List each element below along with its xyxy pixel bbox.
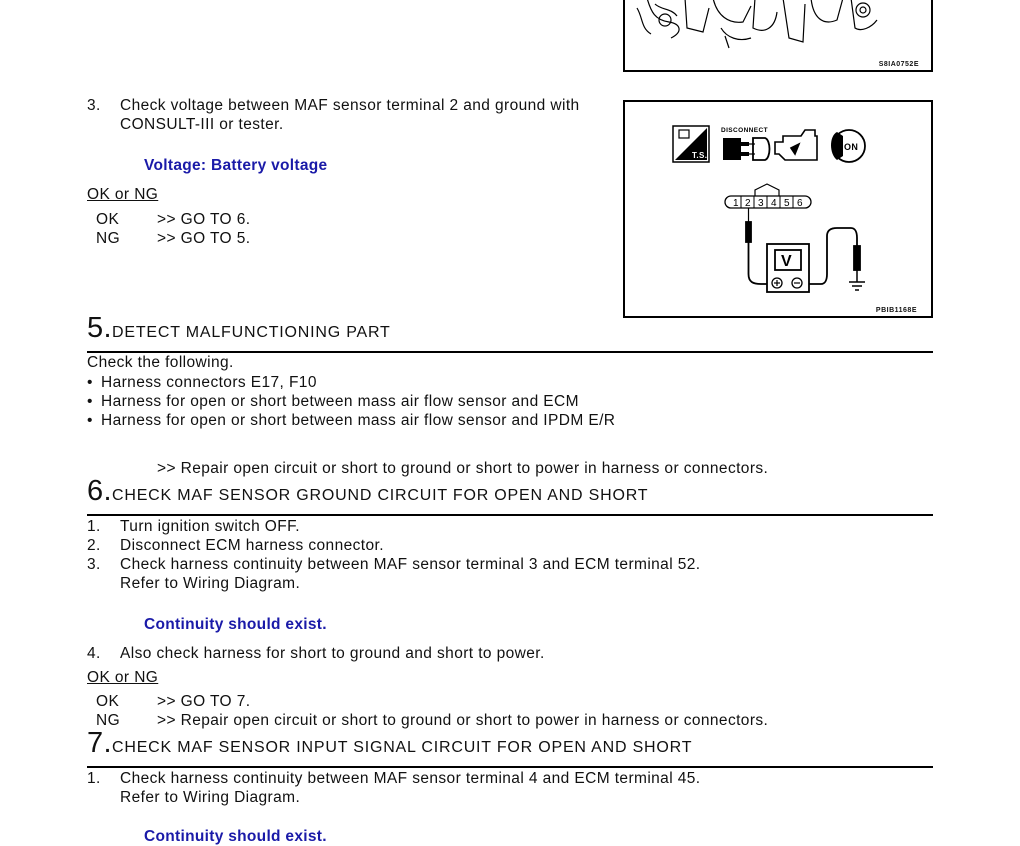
figure-code: PBIB1168E <box>875 307 917 314</box>
step-instruction: Disconnect ECM harness connector. <box>120 537 384 554</box>
step-instruction: Check harness continuity between MAF sensor terminal 4 and ECM terminal 45. <box>120 770 701 787</box>
disconnect-label: DISCONNECT <box>721 127 768 134</box>
step-divider <box>87 514 933 516</box>
step-instruction: CONSULT-III or tester. <box>120 116 284 133</box>
ignition-on-icon <box>831 130 865 162</box>
terminal-label: 5 <box>784 198 790 209</box>
terminal-label: 4 <box>771 198 777 209</box>
terminal-label: 6 <box>797 198 803 209</box>
list-number: 1. <box>87 770 101 787</box>
ok-result: >> GO TO 6. <box>157 211 251 228</box>
on-label: ON <box>844 142 859 152</box>
ng-key: NG <box>96 712 121 729</box>
terminal-label: 2 <box>745 198 751 209</box>
terminal-label: 3 <box>758 198 764 209</box>
step-divider <box>87 766 933 768</box>
list-number: 4. <box>87 645 101 662</box>
list-item-text: Harness for open or short between mass air flow sensor and ECM <box>101 393 579 410</box>
step-divider <box>87 351 933 353</box>
step-instruction: Refer to Wiring Diagram. <box>120 575 301 592</box>
bullet: • <box>87 393 93 410</box>
ng-result: >> Repair open circuit or short to ground or short to power in harness or connectors. <box>157 712 769 729</box>
list-item <box>87 374 317 392</box>
ts-label: T.S. <box>692 151 708 160</box>
meter-label: V <box>781 253 793 270</box>
ok-key: OK <box>96 693 120 710</box>
ok-key: OK <box>96 211 120 228</box>
step-heading <box>87 312 391 345</box>
step-result: >> Repair open circuit or short to ground or short to power in harness or connectors. <box>157 460 769 477</box>
ok-ng-label: OK or NG <box>87 186 159 203</box>
specification: Continuity should exist. <box>144 828 327 845</box>
step-instruction: Refer to Wiring Diagram. <box>120 789 301 806</box>
step-number: 6. <box>87 475 112 507</box>
list-number: 2. <box>87 537 101 554</box>
ng-key: NG <box>96 230 121 247</box>
list-item-text: Harness for open or short between mass air flow sensor and IPDM E/R <box>101 412 616 429</box>
ok-result: >> GO TO 7. <box>157 693 251 710</box>
step-heading <box>87 727 692 760</box>
figure-code: S8IA0752E <box>878 61 919 68</box>
maf-connector <box>725 184 811 209</box>
list-item <box>87 393 579 411</box>
step-number: 7. <box>87 727 112 759</box>
list-number: 3. <box>87 97 101 114</box>
list-item <box>87 412 615 430</box>
specification: Continuity should exist. <box>144 616 327 633</box>
voltage-diagram <box>625 102 931 316</box>
step-instruction: Turn ignition switch OFF. <box>120 518 300 535</box>
bullet: • <box>87 412 93 429</box>
bullet: • <box>87 374 93 391</box>
list-number: 1. <box>87 518 101 535</box>
step-title: CHECK MAF SENSOR GROUND CIRCUIT FOR OPEN AND SHORT <box>112 487 649 504</box>
voltmeter-icon <box>767 244 809 292</box>
list-item-text: Harness connectors E17, F10 <box>101 374 317 391</box>
ts-icon <box>673 126 709 162</box>
step-intro: Check the following. <box>87 354 234 371</box>
specification: Voltage: Battery voltage <box>144 157 328 174</box>
engine-illustration-figure <box>623 0 933 72</box>
ok-ng-label: OK or NG <box>87 669 159 686</box>
voltage-check-figure <box>623 100 933 318</box>
engine-drawing <box>625 0 931 70</box>
step-heading <box>87 475 648 508</box>
terminal-label: 1 <box>733 198 739 209</box>
step-instruction: Check voltage between MAF sensor terminal 2 and ground with <box>120 97 580 114</box>
step-instruction: Check harness continuity between MAF sensor terminal 3 and ECM terminal 52. <box>120 556 701 573</box>
ng-result: >> GO TO 5. <box>157 230 251 247</box>
engine-icon <box>775 130 817 160</box>
disconnect-connector-icon <box>721 127 770 160</box>
step-number: 5. <box>87 312 112 344</box>
step-instruction: Also check harness for short to ground and short to power. <box>120 645 545 662</box>
list-number: 3. <box>87 556 101 573</box>
step-title: DETECT MALFUNCTIONING PART <box>112 324 391 341</box>
step-title: CHECK MAF SENSOR INPUT SIGNAL CIRCUIT FOR OPEN AND SHORT <box>112 739 693 756</box>
